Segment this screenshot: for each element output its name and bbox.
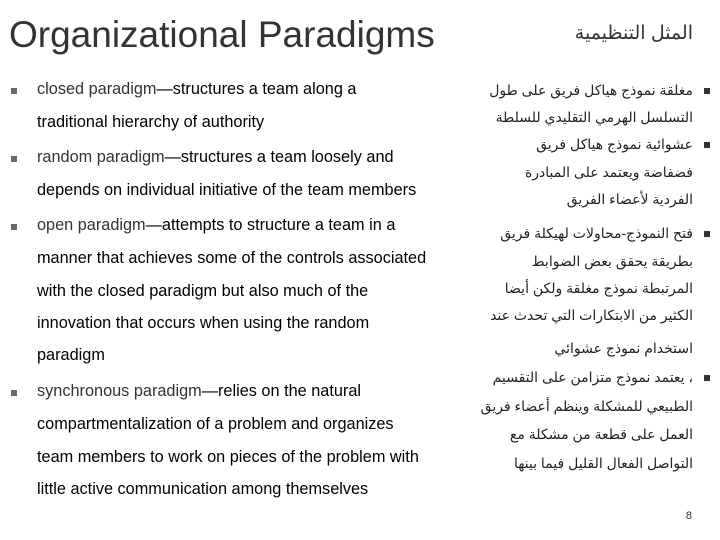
english-line: paradigm [37, 346, 105, 364]
english-line [37, 382, 361, 401]
english-line: team members to work on pieces of the problem with [37, 448, 419, 466]
bullet-marker [11, 390, 17, 396]
line-text: —relies on the natural [201, 382, 362, 400]
paradigm-term: closed paradigm [37, 80, 157, 98]
english-line: innovation that occurs when using the random [37, 314, 370, 332]
arabic-line: الطبيعي للمشكلة وينظم أعضاء فريق [480, 398, 693, 414]
arabic-slide-title: المثل التنظيمية [574, 23, 693, 44]
arabic-line: التواصل الفعال القليل فيما بينها [513, 455, 693, 471]
bullet-marker [704, 142, 710, 148]
bullet-marker [11, 224, 17, 230]
paradigm-term: open paradigm [37, 216, 146, 234]
arabic-line: التسلسل الهرمي التقليدي للسلطة [495, 109, 693, 125]
english-line: depends on individual initiative of the team members [37, 181, 417, 199]
bullet-marker [11, 88, 17, 94]
english-line: compartmentalization of a problem and organizes [37, 415, 394, 433]
line-text: —structures a team along a [156, 80, 357, 98]
english-line: little active communication among themselves [37, 480, 369, 498]
page-number: 8 [685, 510, 692, 522]
arabic-line: العمل على قطعة من مشكلة مع [509, 426, 693, 442]
line-text: —attempts to structure a team in a [145, 216, 396, 234]
arabic-line: المرتبطة نموذج مغلقة ولكن أيضا [504, 280, 693, 296]
english-line: manner that achieves some of the controls associated [37, 249, 427, 267]
arabic-line: استخدام نموذج عشوائي [554, 340, 693, 356]
paradigm-term: synchronous paradigm [37, 382, 202, 400]
slide-title: Organizational Paradigms [9, 14, 435, 55]
arabic-line: عشوائية نموذج هياكل فريق [536, 136, 693, 152]
english-line: with the closed paradigm but also much of the [37, 282, 369, 300]
arabic-line: مغلقة نموذج هياكل فريق على طول [489, 82, 693, 98]
bullet-marker [11, 156, 17, 162]
arabic-line: فتح النموذج-محاولات لهيكلة فريق [500, 225, 693, 241]
english-line: traditional hierarchy of authority [37, 113, 265, 131]
arabic-line: ، يعتمد نموذج متزامن على التقسيم [492, 369, 693, 385]
bullet-marker [704, 231, 710, 237]
paradigm-term: random paradigm [37, 148, 165, 166]
arabic-line: الفردية لأعضاء الفريق [566, 191, 693, 207]
line-text: —structures a team loosely and [164, 148, 394, 166]
bullet-marker [704, 88, 710, 94]
bullet-marker [704, 375, 710, 381]
english-line [37, 148, 394, 167]
arabic-line: فضفاضة ويعتمد على المبادرة [524, 164, 693, 180]
english-line [37, 80, 356, 99]
arabic-line: بطريقة يحقق بعض الضوابط [531, 253, 693, 269]
english-line [37, 216, 395, 235]
arabic-line: الكثير من الابتكارات التي تحدث عند [490, 307, 693, 323]
